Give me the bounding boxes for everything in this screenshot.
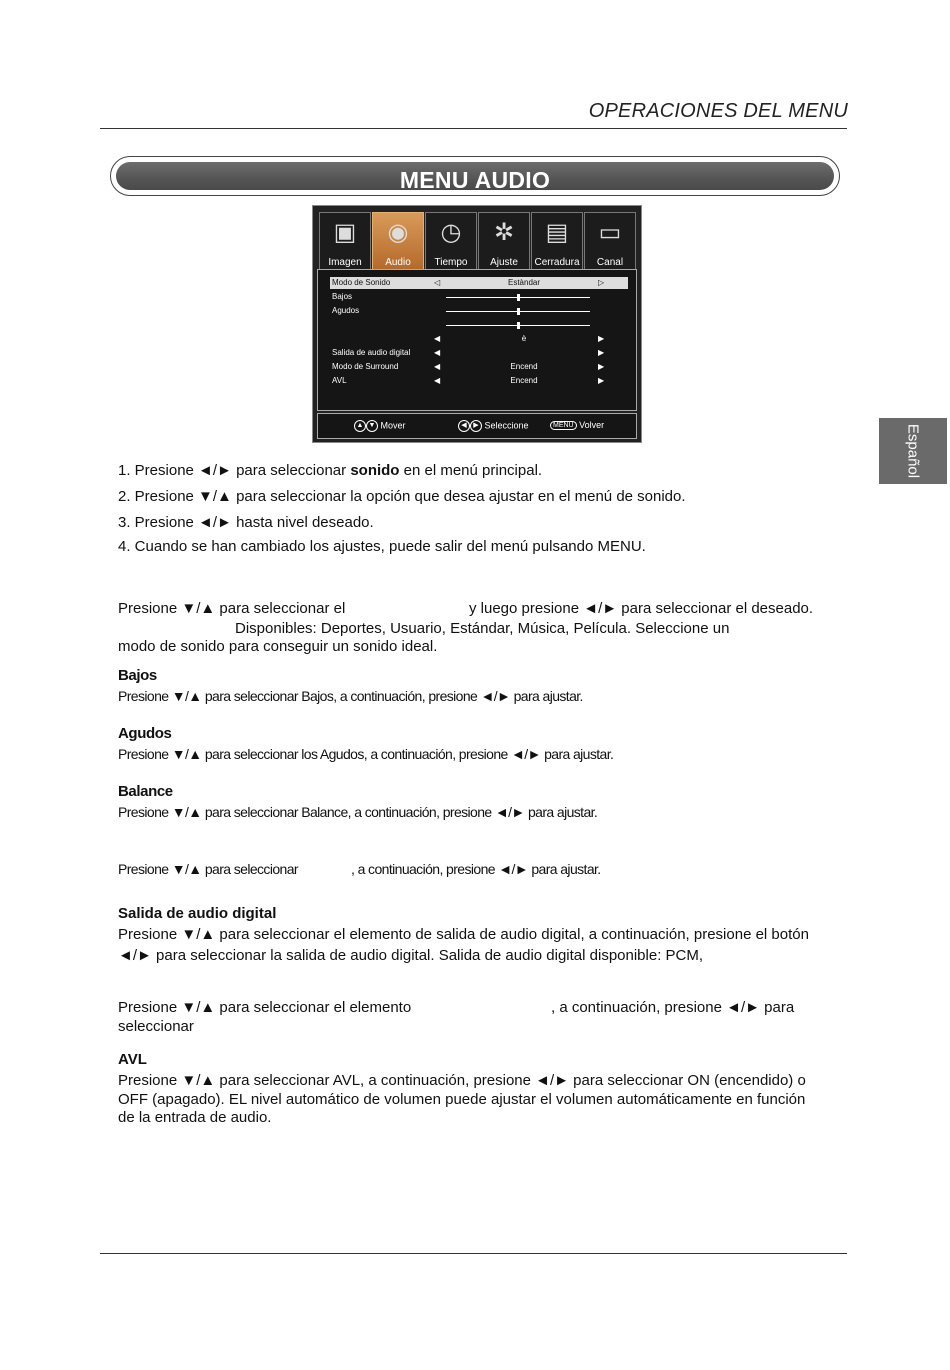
left-arrow-icon: ◀ — [434, 376, 441, 385]
header-rule — [100, 128, 847, 129]
osd-footer-move: ▲ ▼ Mover — [354, 420, 406, 432]
left-arrow-icon: ◀ — [434, 334, 441, 343]
osd-tab-imagen: ▣ Imagen — [319, 212, 371, 270]
bass-slider — [446, 297, 590, 298]
osd-tab-tiempo: ◷ Tiempo — [425, 212, 477, 270]
unnamed-text-b: , a continuación, presione ◄/► para ajustar. — [351, 861, 601, 877]
digital-out-line2: ◄/► para seleccionar la salida de audio digital. Salida de audio digital disponible: PCM, — [118, 947, 704, 964]
bass-heading: Bajos — [118, 667, 157, 684]
osd-row-bass: Bajos — [330, 291, 628, 303]
osd-row-avl: AVL ◀ Encend ▶ — [332, 376, 605, 385]
avl-line1: Presione ▼/▲ para seleccionar AVL, a continuación, presione ◄/► para seleccionar ON (encendido) o — [118, 1072, 806, 1089]
surround-line1b: , a continuación, presione ◄/► para — [551, 999, 795, 1016]
osd-footer — [317, 413, 637, 439]
right-arrow-icon: ▶ — [598, 376, 605, 385]
sound-mode-line1a: Presione ▼/▲ para seleccionar el — [118, 600, 346, 617]
surround-line1a: Presione ▼/▲ para seleccionar el elemento — [118, 999, 412, 1016]
page-header-title: OPERACIONES DEL MENU — [588, 100, 848, 122]
balance-slider — [446, 325, 590, 326]
osd-row-unlabeled: ◀ è ▶ — [434, 334, 605, 343]
right-arrow-icon: ▶ — [598, 334, 605, 343]
step-1: 1. Presione ◄/► para seleccionar sonido en el menú principal. — [118, 462, 543, 479]
monitor-icon: ▭ — [598, 219, 622, 246]
down-button-icon: ▼ — [366, 420, 378, 432]
step-4: 4. Cuando se han cambiado los ajustes, puede salir del menú pulsando MENU. — [118, 538, 646, 555]
clock-icon: ◷ — [440, 219, 462, 246]
tv-osd-screenshot — [312, 205, 642, 443]
gear-icon: ✲ — [493, 219, 515, 246]
bass-text: Presione ▼/▲ para seleccionar Bajos, a continuación, presione ◄/► para ajustar. — [118, 688, 583, 704]
osd-tab-cerradura: ▤ Cerradura — [531, 212, 583, 270]
osd-tab-ajuste: ✲ Ajuste — [478, 212, 530, 270]
unnamed-text-a: Presione ▼/▲ para seleccionar — [118, 861, 298, 877]
section-banner — [110, 156, 840, 196]
osd-row-digital-out: Salida de audio digital ◀ ▶ — [332, 348, 605, 357]
osd-row-surround: Modo de Surround ◀ Encend ▶ — [332, 362, 605, 371]
bass-slider-knob — [517, 294, 520, 301]
step-3: 3. Presione ◄/► hasta nivel deseado. — [118, 514, 374, 531]
up-button-icon: ▲ — [354, 420, 366, 432]
avl-line2: OFF (apagado). EL nivel automático de volumen puede ajustar el volumen automáticamente en función — [118, 1091, 806, 1108]
sound-mode-line3: modo de sonido para conseguir un sonido ideal. — [118, 638, 438, 655]
surround-line2: seleccionar — [118, 1018, 194, 1035]
right-button-icon: ▶ — [470, 420, 482, 432]
speaker-icon: ◉ — [387, 219, 409, 246]
sound-mode-line2: Disponibles: Deportes, Usuario, Estándar, Música, Película. Seleccione un — [235, 620, 730, 637]
left-button-icon: ◀ — [458, 420, 470, 432]
digital-out-line1: Presione ▼/▲ para seleccionar el elemento de salida de audio digital, a continuación, presione el botón — [118, 926, 809, 943]
avl-line3: de la entrada de audio. — [118, 1109, 272, 1126]
step-2: 2. Presione ▼/▲ para seleccionar la opción que desea ajustar en el menú de sonido. — [118, 488, 686, 505]
language-side-tab — [879, 418, 947, 484]
balance-heading: Balance — [118, 783, 173, 800]
treble-slider-knob — [517, 308, 520, 315]
menu-key-icon: MENU — [550, 421, 577, 430]
banner-title: MENU AUDIO — [399, 167, 551, 193]
osd-footer-select: ◀ ▶ Seleccione — [458, 420, 529, 432]
balance-slider-knob — [517, 322, 520, 329]
camera-icon: ▣ — [333, 219, 357, 246]
treble-heading: Agudos — [118, 725, 172, 742]
balance-text: Presione ▼/▲ para seleccionar Balance, a continuación, presione ◄/► para ajustar. — [118, 804, 598, 820]
left-arrow-icon: ◀ — [434, 362, 441, 371]
osd-row-sound-mode: Modo de Sonido ◁ Estàndar ▷ — [330, 277, 628, 289]
digital-out-heading: Salida de audio digital — [118, 905, 277, 922]
osd-tab-canal: ▭ Canal — [584, 212, 636, 270]
avl-heading: AVL — [118, 1051, 147, 1068]
right-arrow-icon: ▶ — [598, 362, 605, 371]
treble-slider — [446, 311, 590, 312]
osd-footer-back: MENU Volver — [550, 420, 604, 430]
osd-row-balance — [330, 319, 628, 331]
sound-mode-line1b: y luego presione ◄/► para seleccionar el deseado. — [469, 600, 814, 617]
osd-tab-audio: ◉ Audio — [372, 212, 424, 270]
language-label: Español — [904, 423, 922, 479]
footer-rule — [100, 1253, 847, 1254]
right-arrow-icon: ▶ — [598, 348, 605, 357]
osd-audio-panel — [317, 269, 637, 411]
osd-row-treble: Agudos — [330, 305, 628, 317]
osd-tab-bar — [317, 210, 637, 268]
right-arrow-icon: ▷ — [598, 278, 605, 287]
treble-text: Presione ▼/▲ para seleccionar los Agudos, a continuación, presione ◄/► para ajustar. — [118, 746, 614, 762]
lock-icon: ▤ — [545, 219, 569, 246]
left-arrow-icon: ◀ — [434, 348, 441, 357]
left-arrow-icon: ◁ — [434, 278, 441, 287]
